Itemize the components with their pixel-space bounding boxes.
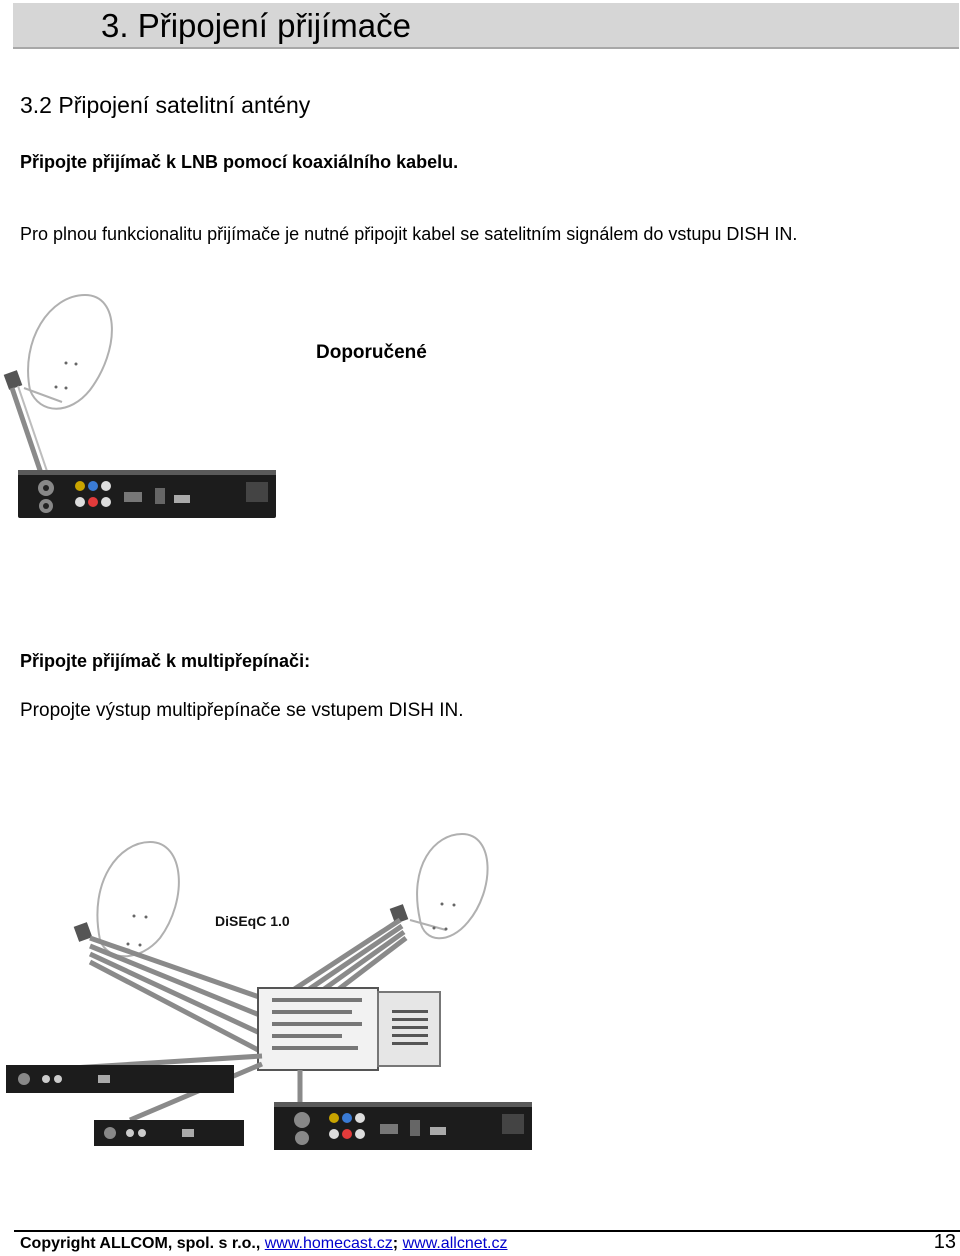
footer: [20, 1235, 508, 1253]
multiswitch-diagram: [0, 820, 560, 1160]
homecast-link[interactable]: www.homecast.cz: [264, 1235, 393, 1252]
multiswitch-device: [258, 988, 440, 1070]
allcnet-link[interactable]: www.allcnet.cz: [402, 1235, 508, 1252]
footer-separator: ;: [392, 1235, 403, 1252]
footer-copyright: Copyright ALLCOM, spol. s r.o.,: [20, 1235, 265, 1252]
satellite-dish-left-icon: [74, 842, 179, 956]
diseqc-label: DiSEqC 1.0: [215, 913, 290, 929]
footer-divider: [14, 1230, 960, 1232]
section-title: 3.2 Připojení satelitní antény: [20, 92, 311, 118]
dish-in-paragraph: Pro plnou funkcionalitu přijímače je nutné připojit kabel se satelitním signálem do vstupu DISH IN.: [20, 224, 798, 244]
recommended-caption: Doporučené: [316, 342, 427, 363]
receiver-right: [274, 1102, 532, 1150]
page-number: 13: [933, 1231, 956, 1253]
receiver-left-top: [6, 1065, 234, 1093]
single-dish-diagram: [0, 290, 290, 530]
receiver-left-bottom: [94, 1120, 244, 1146]
chapter-title: 3. Připojení přijímače: [101, 7, 411, 44]
multiswitch-paragraph: Propojte výstup multipřepínače se vstupem DISH IN.: [20, 700, 464, 721]
lnb-instruction: Připojte přijímač k LNB pomocí koaxiálního kabelu.: [20, 152, 459, 172]
multiswitch-instruction: Připojte přijímač k multipřepínači:: [20, 651, 311, 671]
receiver-back-panel: [18, 470, 276, 518]
chapter-header-bar: [13, 3, 959, 49]
satellite-dish-right-icon: [390, 834, 488, 938]
